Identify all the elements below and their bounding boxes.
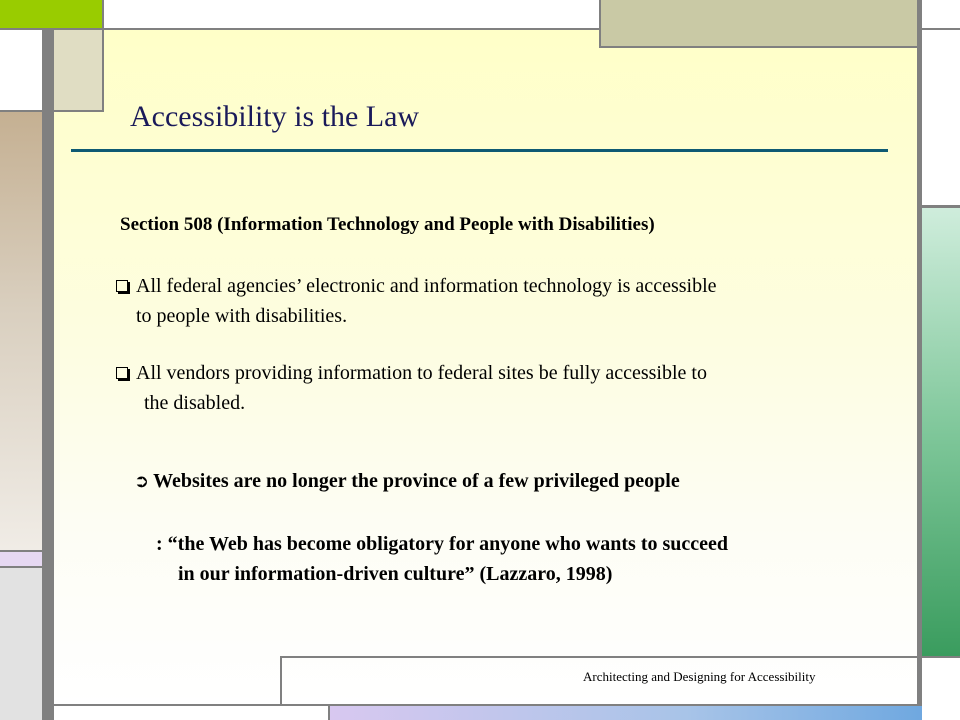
- footer-text: Architecting and Designing for Accessibility: [583, 669, 816, 684]
- left-white-block: [0, 30, 44, 112]
- square-bullet-icon: [116, 367, 128, 379]
- lime-corner-block: [0, 0, 104, 30]
- section-heading: Section 508 (Information Technology and People with Disabilities): [120, 214, 655, 235]
- slide-title: Accessibility is the Law: [130, 100, 420, 133]
- right-bottom-white-block: [922, 656, 960, 720]
- bullet-text-line2: to people with disabilities.: [136, 305, 348, 327]
- top-khaki-block: [599, 0, 919, 48]
- left-lilac-strip: [0, 550, 44, 568]
- left-frame-bar: [44, 30, 54, 720]
- bullet-text-line2: the disabled.: [144, 392, 246, 414]
- top-white-block: [104, 0, 600, 30]
- left-tan-block: [0, 112, 44, 550]
- right-frame-bar: [917, 0, 922, 720]
- quote-line2: in our information-driven culture” (Lazzaro, 1998): [178, 563, 613, 585]
- bottom-gradient-strip: [328, 704, 922, 720]
- bullet-item: [116, 358, 707, 418]
- bullet-item: [116, 271, 717, 331]
- right-white-block: [922, 30, 960, 208]
- conclusion-text: Websites are no longer the province of a few privileged people: [153, 470, 680, 492]
- square-bullet-icon: [116, 280, 128, 292]
- right-arrow-icon: ➲: [134, 471, 150, 492]
- top-right-white-block: [920, 0, 960, 30]
- conclusion-line: [134, 470, 680, 493]
- right-green-block: [922, 208, 960, 656]
- bullet-text-line1: All vendors providing information to federal sites be fully accessible to: [136, 362, 707, 384]
- quote-line1: : “the Web has become obligatory for anyone who wants to succeed: [156, 533, 729, 555]
- quote-block: [156, 529, 728, 589]
- title-underline: [71, 149, 888, 152]
- bullet-text-line1: All federal agencies’ electronic and information technology is accessible: [136, 275, 717, 297]
- left-grey-block: [0, 568, 44, 720]
- panel-corner-block: [54, 30, 104, 112]
